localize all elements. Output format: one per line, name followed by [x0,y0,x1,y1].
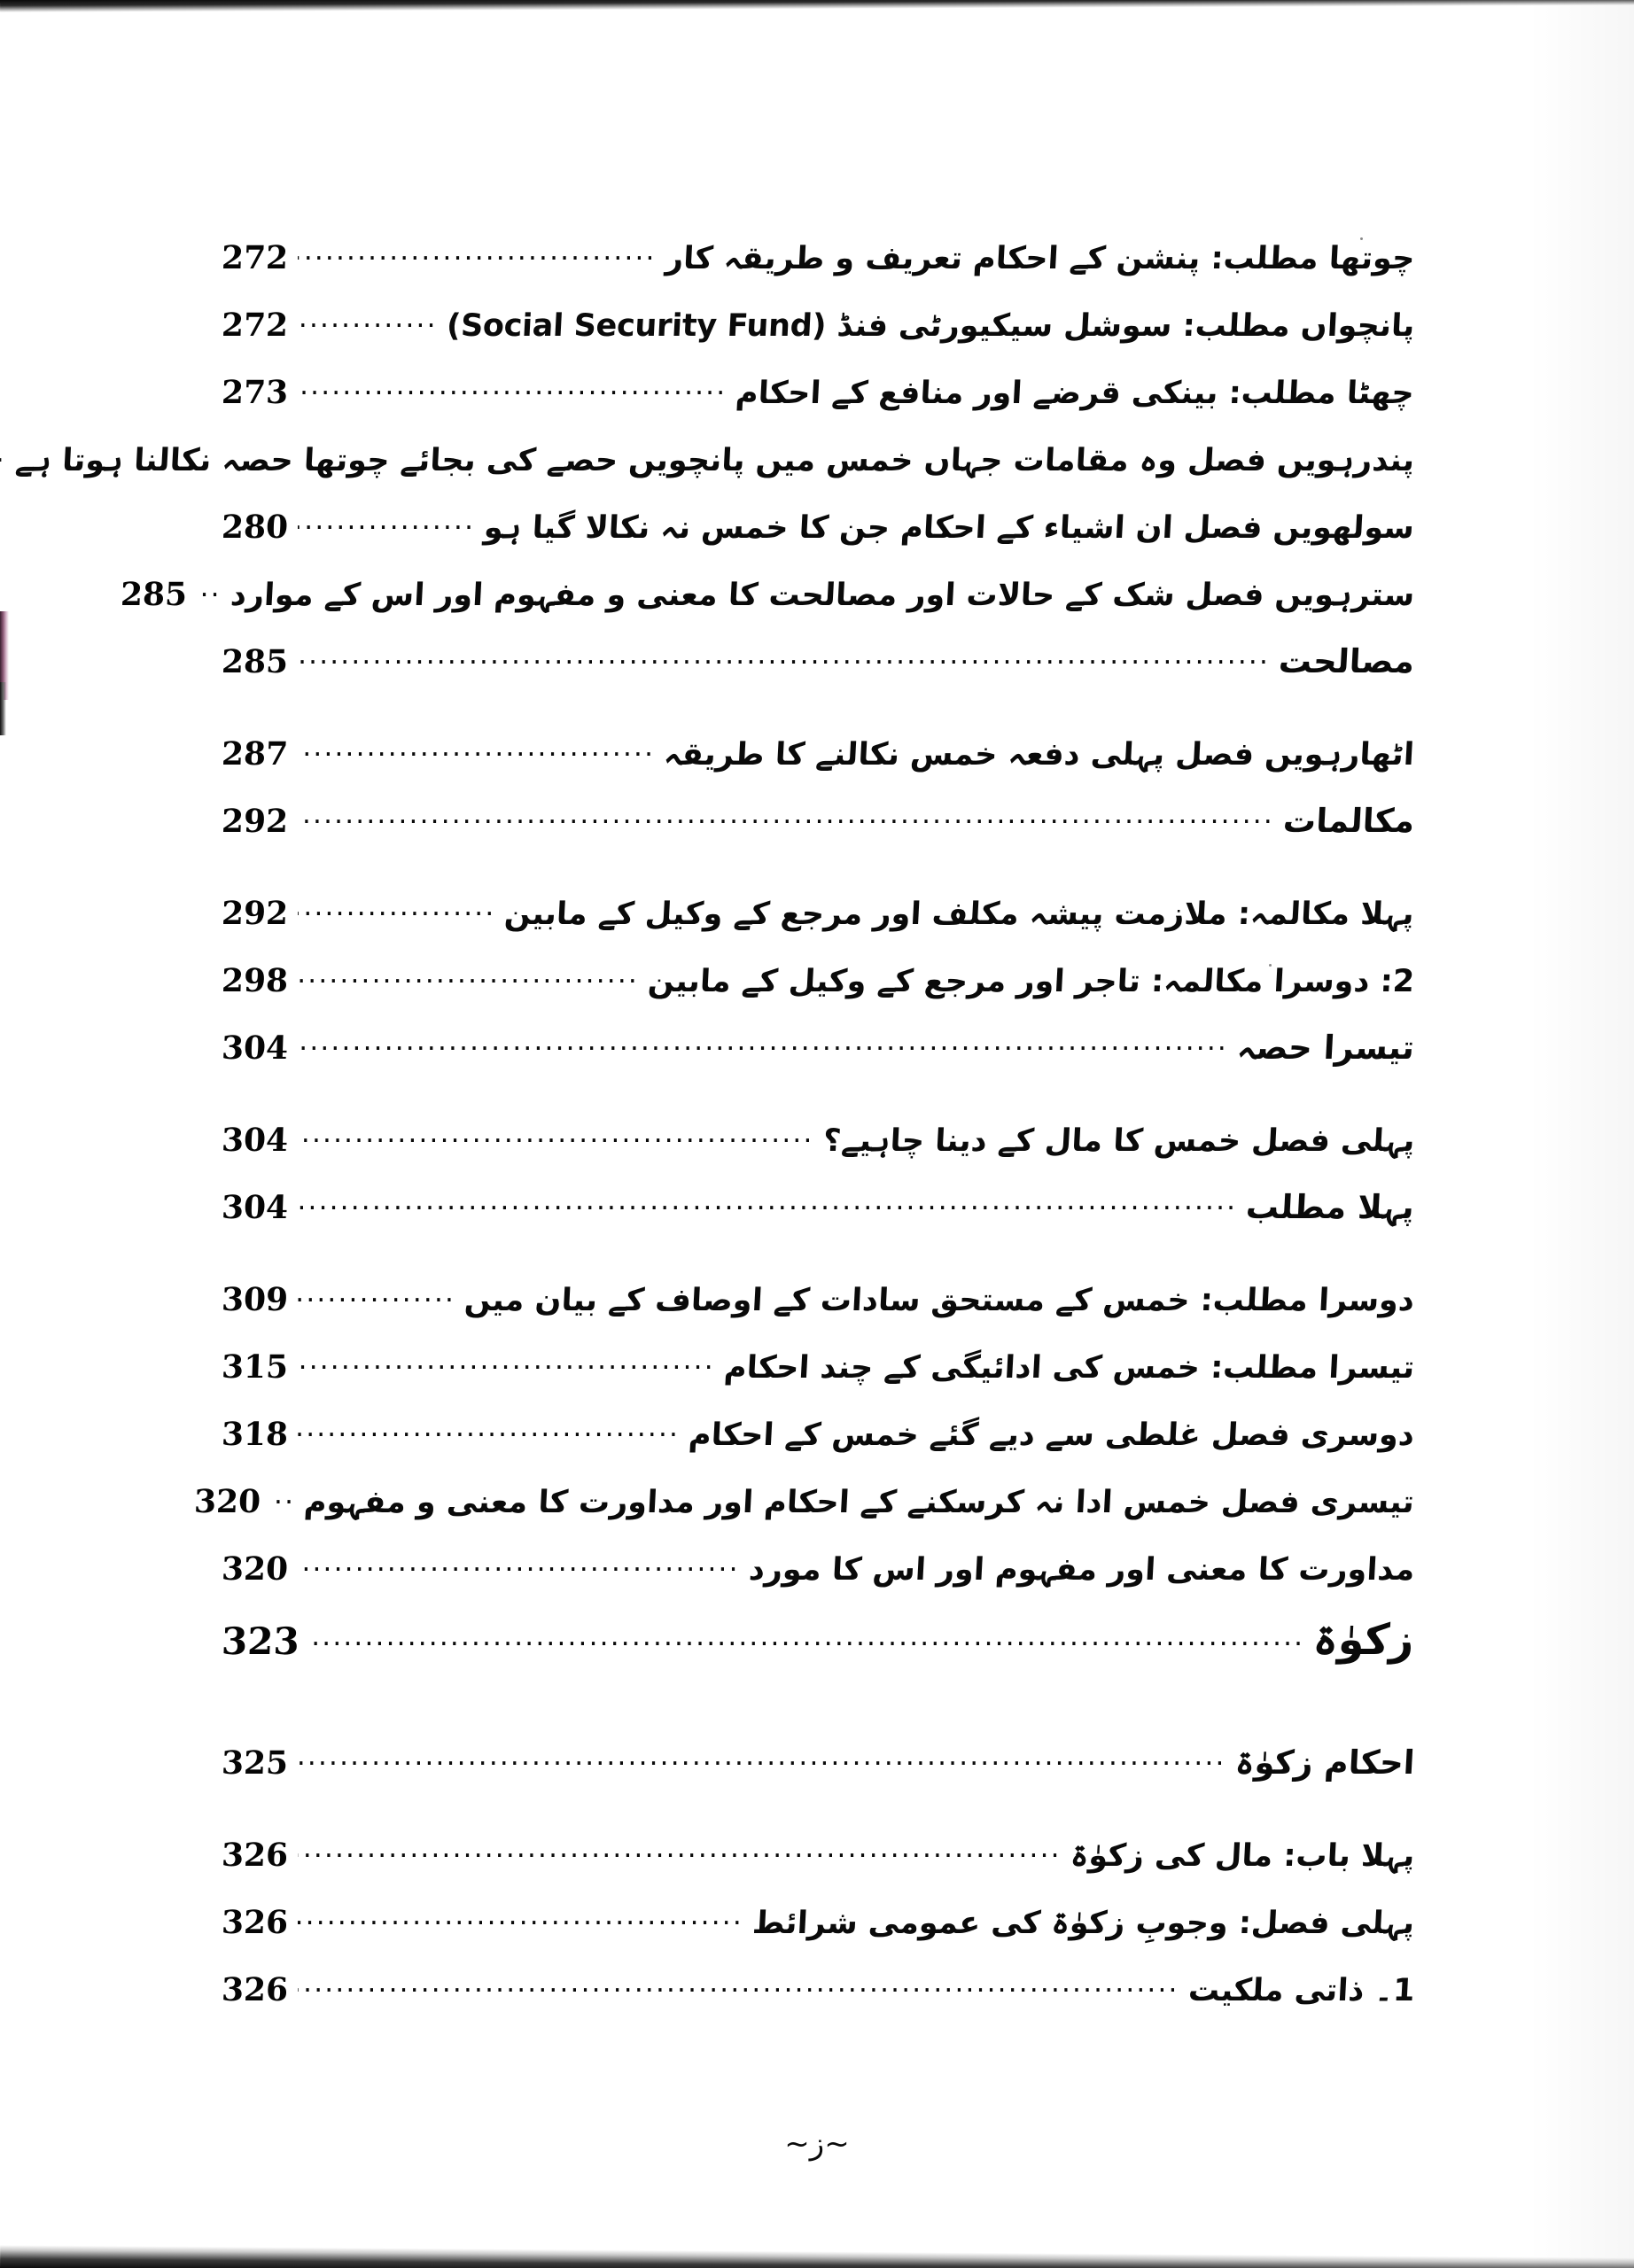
toc-entry-page-number: 309 [221,1281,289,1318]
toc-dot-leader [298,658,1270,672]
toc-entry-page-number: 304 [221,1122,289,1159]
toc-entry-title: تیسرا مطلب: خمس کی ادائیگی کے چند احکام [722,1350,1416,1386]
toc-dot-leader [298,910,495,924]
toc-entry-page-number: 292 [221,803,289,840]
toc-dot-leader [298,389,727,403]
toc-entry-title: تیسرا حصہ [1235,1029,1416,1067]
toc-dot-leader [298,322,438,336]
toc-entry[interactable] [222,1029,1414,1067]
toc-entry-title: پندرہویں فصل وہ مقامات جہاں خمس میں پانچویں حصے کی بجائے چوتھا حصہ نکالنا ہوتا ہے [13,443,1416,478]
toc-dot-leader [298,750,655,765]
toc-entry-page-number: 325 [221,1744,289,1782]
toc-entry-page-number: 272 [221,307,289,344]
toc-entry-title: سترہویں فصل شک کے حالات اور مصالحت کا معنی و مفہوم اور اس کے موارد [229,578,1416,613]
toc-entry[interactable] [222,307,1414,344]
toc-entry-page-number: 287 [221,735,289,773]
toc-entry-title: چھٹا مطلب: بینکی قرضے اور منافع کے احکام [735,376,1416,411]
toc-entry-title: 1۔ ذاتی ملکیت [1187,1973,1416,2008]
toc-entry[interactable] [120,576,1416,613]
toc-dot-leader [0,456,6,470]
toc-entry[interactable] [222,239,1414,276]
scan-edge-bottom-artifact [0,2245,1634,2268]
toc-entry-page-number: 315 [221,1348,289,1386]
toc-dot-leader [298,524,475,538]
toc-entry[interactable] [222,1744,1414,1782]
toc-entry[interactable] [222,1189,1414,1226]
toc-dot-leader [307,1640,1305,1654]
toc-dot-leader [270,1498,295,1512]
toc-dot-leader [298,254,657,268]
scan-edge-left-artifact-secondary [0,682,6,735]
toc-dot-leader [298,1986,1179,2000]
toc-entry-page-number: 280 [221,509,289,546]
toc-dot-leader [298,1363,715,1378]
toc-dot-leader [298,1045,1228,1059]
toc-entry-title: سولھویں فصل ان اشیاء کے احکام جن کا خمس نہ نکالا گیا ہو [483,510,1416,546]
toc-dot-leader [197,591,222,605]
toc-entry-title: پہلی فصل: وجوبِ زکوٰۃ کی عمومی شرائط [751,1906,1416,1941]
toc-dot-leader [298,1431,680,1445]
toc-entry[interactable] [222,1281,1414,1318]
scan-shading-artifact [1528,0,1634,2268]
toc-dot-leader [298,977,639,991]
toc-entry-title: 2: دوسرا مکالمہ: تاجر اور مرجع کے وکیل کے مابین [646,964,1416,999]
toc-entry-page-number: 298 [221,962,289,999]
toc-entry[interactable] [222,1904,1414,1941]
toc-entry-title: احکام زکوٰۃ [1233,1744,1416,1782]
toc-dot-leader [298,1852,1062,1866]
toc-entry-page-number: 272 [221,239,289,276]
toc-entry-page-number: 292 [221,895,289,932]
toc-dot-leader [298,1137,814,1151]
scan-edge-top-artifact [0,0,1634,12]
toc-dot-leader [298,1759,1226,1774]
toc-entry-page-number: 326 [221,1904,289,1941]
toc-entry-page-number: 326 [221,1971,289,2008]
toc-entry-title: پانچواں مطلب: سوشل سیکیورٹی فنڈ (Social Security Fund) [445,308,1416,344]
toc-entry-title: زکوٰۃ [1311,1615,1416,1665]
toc-entry[interactable] [222,1348,1414,1386]
toc-entry[interactable] [222,1122,1414,1159]
toc-dot-leader [298,1919,743,1933]
toc-entry-title: چوتھا مطلب: پنشن کے احکام تعریف و طریقہ کار [664,241,1416,276]
toc-entry-title: پہلا مطلب [1245,1188,1416,1226]
toc-entry-title: پہلا مکالمہ: ملازمت پیشہ مکلف اور مرجع کے وکیل کے مابین [503,897,1416,932]
toc-entry-title: مصالحت [1277,642,1416,680]
toc-dot-leader [298,1296,455,1310]
toc-entry[interactable] [222,803,1414,840]
toc-entry-page-number: 285 [120,576,188,613]
toc-entry-title: مکالمات [1281,802,1416,840]
toc-entry-title: مداورت کا معنی اور مفہوم اور اس کا مورد [747,1552,1416,1588]
toc-entry[interactable] [222,962,1414,999]
toc-entry-page-number: 323 [221,1619,300,1663]
toc-entry-title: دوسرا مطلب: خمس کے مستحق سادات کے اوصاف کے بیان میں [463,1283,1416,1318]
table-of-contents-list [13,239,1416,2039]
page-footer-marker: ~ز~ [784,2126,850,2162]
toc-entry[interactable] [222,374,1414,411]
toc-entry-page-number: 318 [221,1416,289,1453]
toc-entry[interactable] [222,643,1414,680]
toc-entry-title: اٹھارہویں فصل پہلی دفعہ خمس نکالنے کا طریقہ [663,737,1416,773]
toc-entry-page-number: 273 [221,374,289,411]
toc-entry[interactable] [13,441,1416,478]
toc-entry[interactable] [222,895,1414,932]
toc-entry[interactable] [222,735,1414,773]
toc-entry[interactable] [222,1416,1414,1453]
toc-entry-title: تیسری فصل خمس ادا نہ کرسکنے کے احکام اور مداورت کا معنی و مفہوم [303,1485,1416,1520]
toc-entry-title: پہلا باب: مال کی زکوٰۃ [1069,1838,1416,1874]
toc-entry-page-number: 304 [221,1189,289,1226]
toc-entry-page-number: 320 [221,1550,289,1588]
toc-entry-page-number: 304 [221,1029,289,1067]
toc-entry[interactable] [221,1615,1416,1665]
toc-entry[interactable] [222,1971,1414,2008]
toc-entry-page-number: 285 [221,643,289,680]
toc-entry[interactable] [193,1483,1416,1520]
toc-entry-page-number: 326 [221,1837,289,1874]
toc-entry[interactable] [222,1837,1414,1874]
toc-dot-leader [298,1204,1237,1218]
toc-dot-leader [298,818,1274,832]
toc-entry[interactable] [222,509,1414,546]
toc-entry-page-number: 320 [193,1483,262,1520]
toc-dot-leader [298,1565,740,1580]
toc-entry-title: دوسری فصل غلطی سے دیے گئے خمس کے احکام [688,1418,1416,1453]
toc-entry-title: پہلی فصل خمس کا مال کے دینا چاہیے؟ [821,1123,1416,1159]
toc-entry[interactable] [222,1550,1414,1588]
